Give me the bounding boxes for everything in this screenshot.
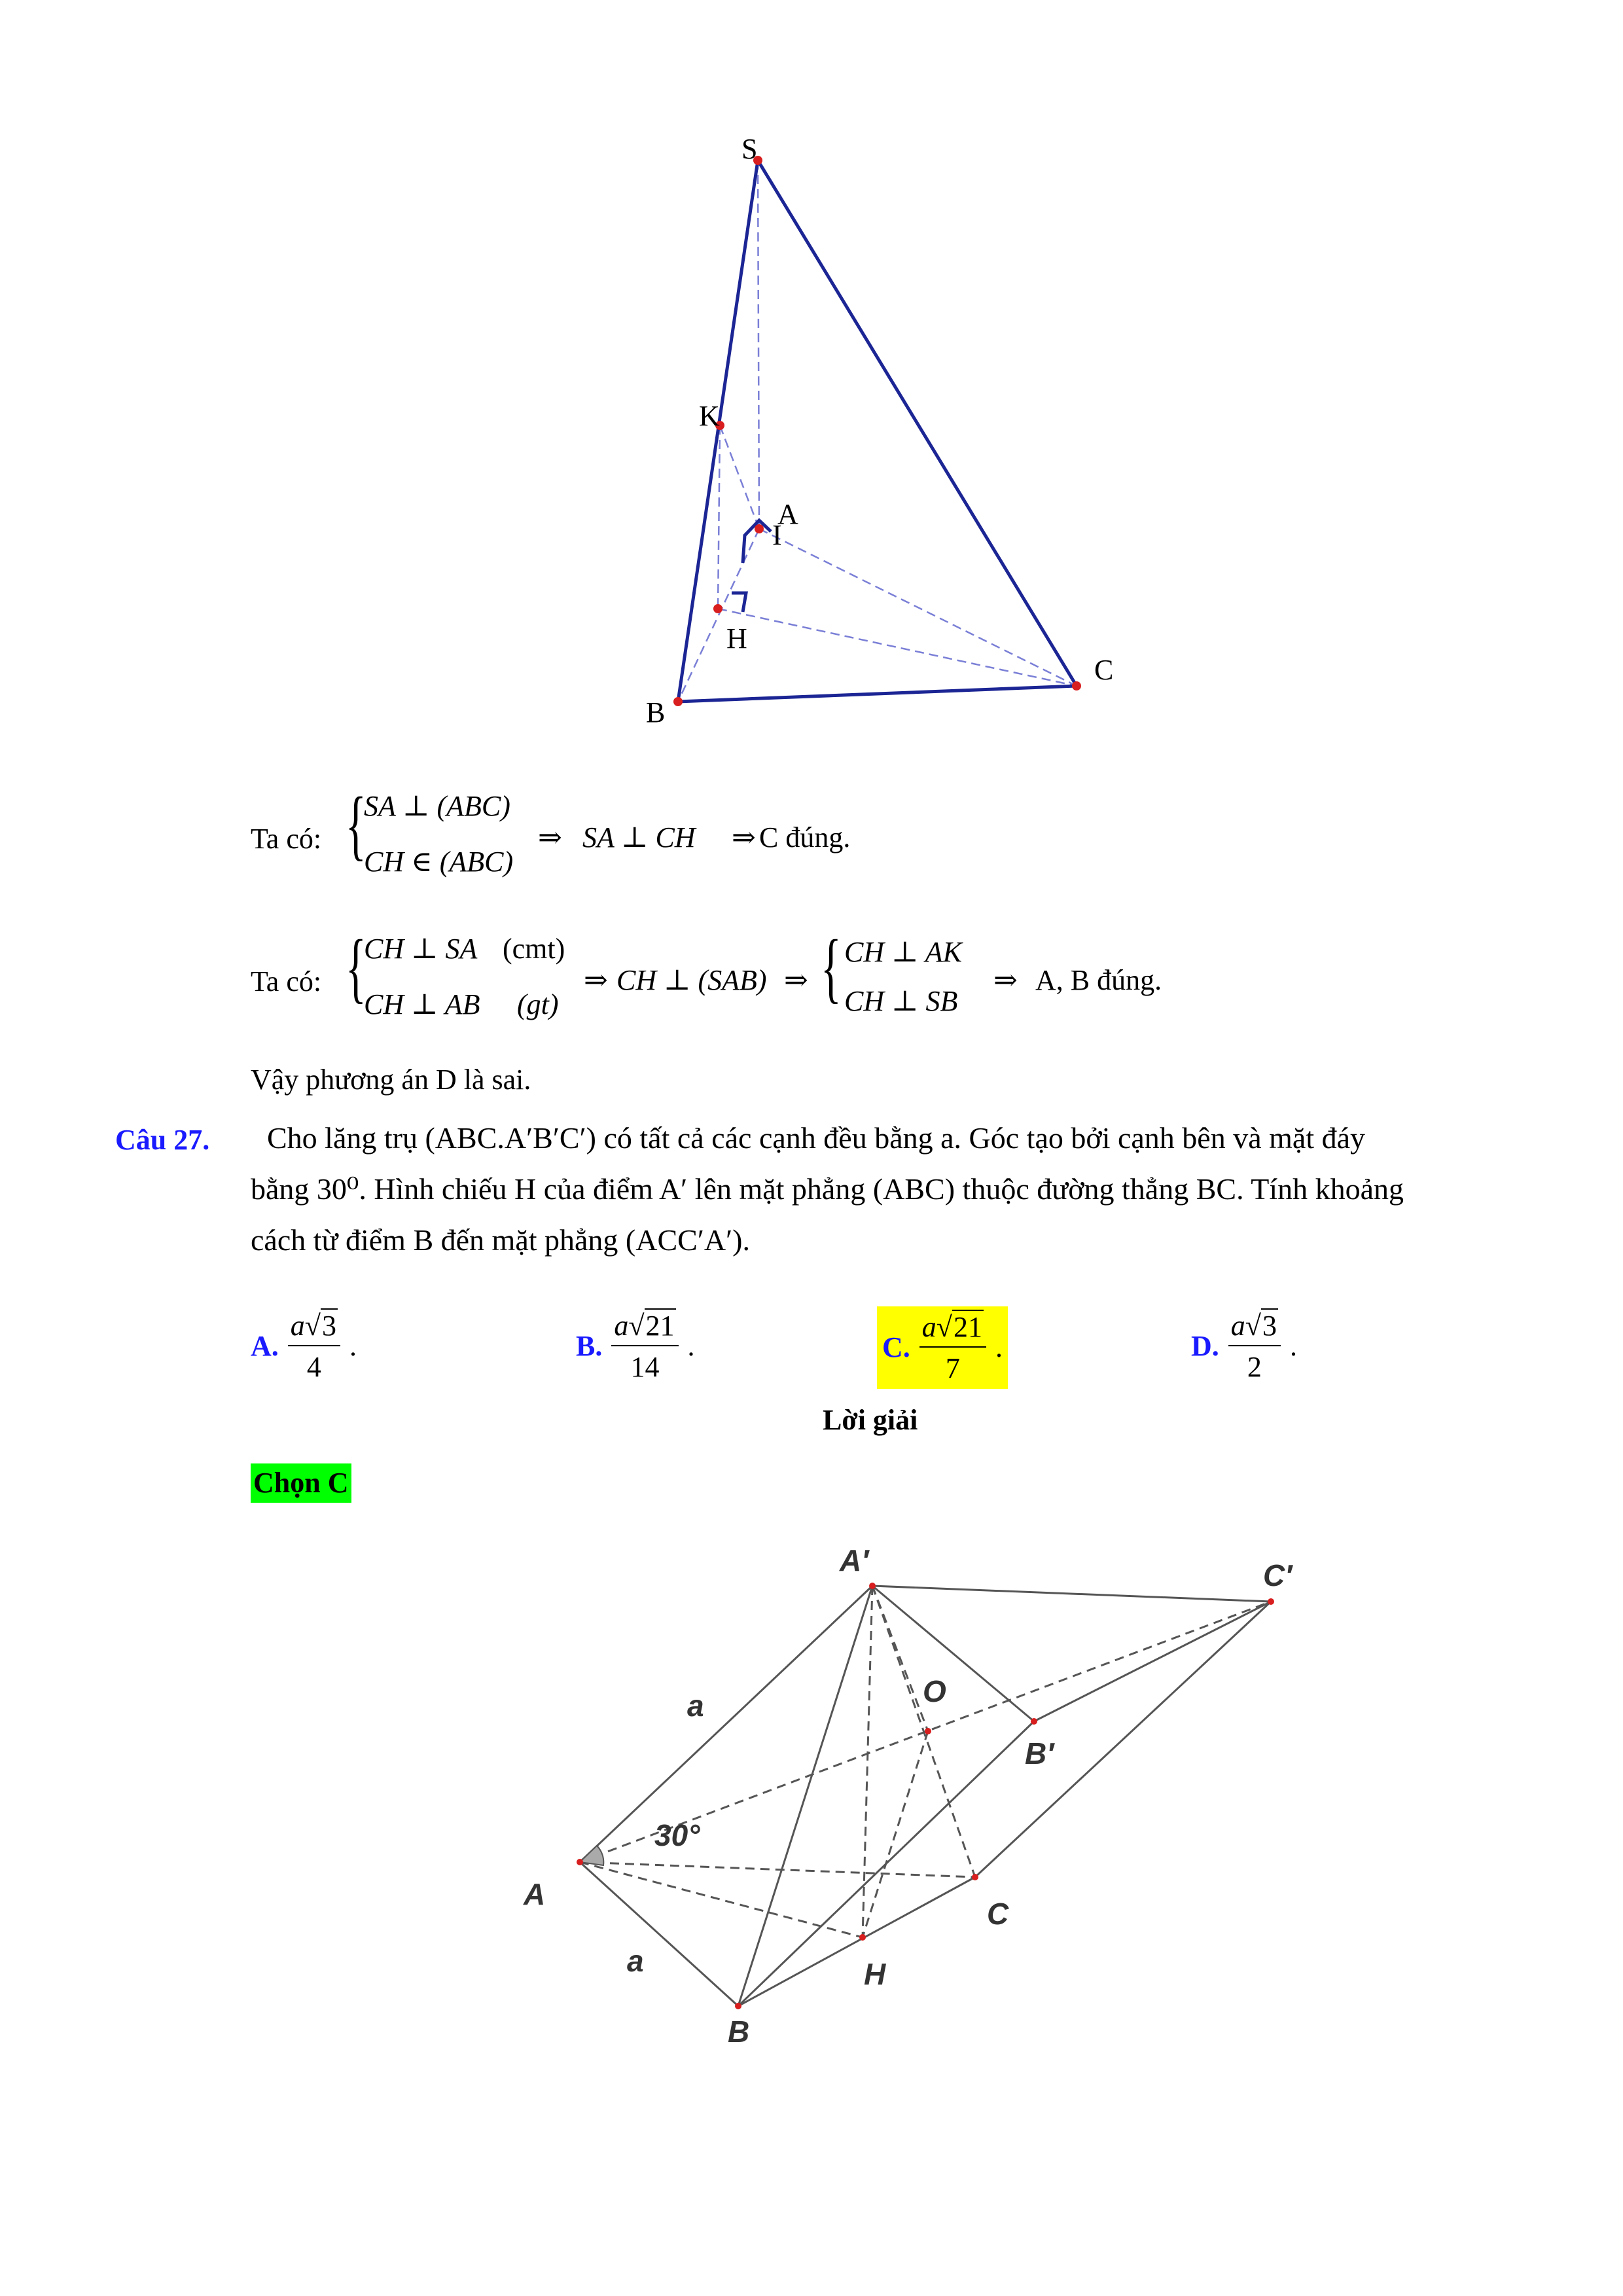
edge-SA	[758, 160, 759, 529]
label-a-top: a	[687, 1689, 704, 1723]
brace-2: {	[346, 924, 366, 1011]
option-b-fraction: $\frac{a√21}{14}$	[611, 1309, 678, 1384]
question-line2: bằng 30⁰. Hình chiếu H của điểm A′ lên mặt phẳng (ABC) thuộc đường thẳng BC. Tính khoảng	[251, 1172, 1404, 1206]
label-B: B	[728, 2015, 750, 2049]
figure-prism	[510, 1525, 1348, 2068]
line1-arrow1: ⇒	[538, 821, 562, 853]
option-a-fraction: $\frac{a√3}{4}$	[288, 1309, 340, 1384]
edge-CCp	[975, 1602, 1271, 1877]
figure-pyramid	[589, 118, 1178, 746]
label-K: K	[699, 400, 720, 432]
question-line3: cách từ điểm B đến mặt phẳng (ACC′A′).	[251, 1223, 750, 1257]
label-S: S	[741, 133, 758, 165]
line1-arrow2: ⇒	[732, 821, 756, 853]
edge-BC	[678, 686, 1077, 702]
point-C	[1072, 681, 1081, 691]
label-H: H	[864, 1957, 886, 1991]
line1-row2: CH ∈ (ABC)	[364, 846, 514, 878]
label-Bp: B′	[1025, 1736, 1054, 1770]
point-O	[925, 1728, 931, 1734]
line1-prefix: Ta có:	[251, 823, 322, 855]
point-B	[673, 697, 683, 706]
point-H	[859, 1934, 866, 1941]
question-line1: Cho lăng trụ (ABC.A′B′C′) có tất cả các cạnh đều bằng a. Góc tạo bởi cạnh bên và mặt đáy	[267, 1121, 1366, 1155]
point-I	[755, 524, 764, 533]
option-d-fraction: $\frac{a√3}{2}$	[1228, 1309, 1281, 1384]
point-A	[577, 1859, 583, 1865]
label-C: C	[987, 1897, 1009, 1931]
line2-row2: CH ⊥ AB	[364, 988, 480, 1020]
line2-row1-note: (cmt)	[503, 933, 565, 965]
option-a[interactable]: A. $\frac{a√3}{4}$ .	[251, 1310, 357, 1383]
option-c-fraction: $\frac{a√21}{7}$	[919, 1310, 986, 1385]
line2-tail: A, B đúng.	[1035, 964, 1162, 996]
line2-row2-note: (gt)	[517, 988, 559, 1020]
point-Ap	[869, 1583, 876, 1589]
option-c-label: C.	[882, 1331, 910, 1363]
line2-row4: CH ⊥ SB	[844, 985, 958, 1017]
line2-arrow1: ⇒	[584, 964, 608, 996]
point-B	[735, 2003, 741, 2009]
option-a-label: A.	[251, 1330, 279, 1362]
point-H	[713, 604, 722, 613]
option-b-label: B.	[576, 1330, 603, 1362]
line2-row1: CH ⊥ SA	[364, 933, 478, 965]
solution-title: Lời giải	[823, 1404, 918, 1436]
edge-ApCp	[872, 1586, 1271, 1602]
brace-1: {	[346, 781, 366, 868]
line2-arrow3: ⇒	[993, 964, 1018, 996]
option-c[interactable]: C. $\frac{a√21}{7}$ .	[877, 1306, 1008, 1389]
line2-prefix: Ta có:	[251, 965, 322, 997]
conclusion: Vậy phương án D là sai.	[251, 1064, 531, 1096]
edge-KI	[720, 425, 759, 529]
option-d[interactable]: D. $\frac{a√3}{2}$ .	[1191, 1310, 1297, 1383]
edge-AC	[580, 1862, 975, 1877]
line1-result: SA ⊥ CH	[582, 821, 696, 853]
label-a-bottom: a	[627, 1944, 644, 1978]
point-Bp	[1031, 1718, 1037, 1725]
brace-3: {	[821, 924, 842, 1011]
edge-HC	[718, 609, 1077, 686]
line1-tail: C đúng.	[759, 821, 851, 853]
right-angle-mark-H	[732, 593, 746, 612]
label-A: A	[777, 498, 798, 530]
label-A: A	[524, 1877, 546, 1911]
label-C: C	[1094, 654, 1114, 686]
label-angle: 30°	[654, 1818, 700, 1852]
label-O: O	[923, 1674, 946, 1708]
line2-mid: CH ⊥ (SAB)	[616, 964, 767, 996]
answer-badge: Chọn C	[251, 1463, 351, 1503]
question-number: Câu 27.	[115, 1124, 210, 1156]
edge-OH	[863, 1731, 928, 1937]
label-B: B	[646, 696, 666, 728]
edge-ApBp	[872, 1586, 1034, 1721]
label-Cp: C′	[1263, 1558, 1293, 1592]
edge-BpCp	[1034, 1602, 1271, 1721]
label-I: I	[772, 519, 782, 551]
option-b[interactable]: B. $\frac{a√21}{14}$ .	[576, 1310, 695, 1383]
line2-row3: CH ⊥ AK	[844, 936, 962, 968]
edge-KH	[718, 425, 720, 609]
line2-arrow2: ⇒	[784, 964, 808, 996]
label-Ap: A′	[840, 1543, 869, 1577]
point-C	[972, 1874, 978, 1880]
point-Cp	[1268, 1598, 1274, 1605]
edge-ApH2	[872, 1586, 928, 1731]
line1-row1: SA ⊥ (ABC)	[364, 790, 510, 822]
label-H: H	[726, 622, 747, 655]
angle-marker	[580, 1846, 603, 1865]
option-d-label: D.	[1191, 1330, 1219, 1362]
